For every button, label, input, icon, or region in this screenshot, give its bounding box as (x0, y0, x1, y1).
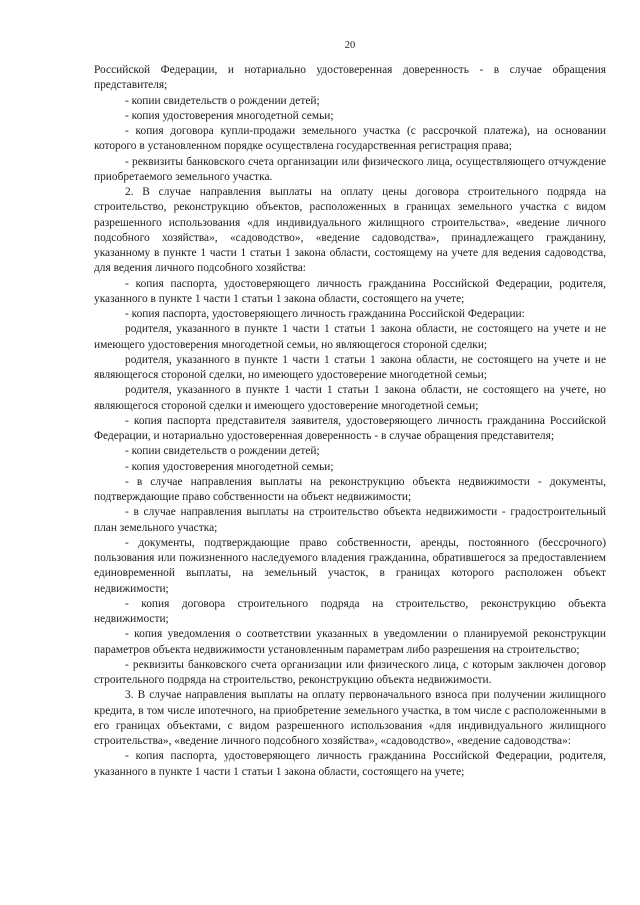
paragraph: родителя, указанного в пункте 1 части 1 статьи 1 закона области, не состоящего на учете, но являющегося стороной сделки и имеющего удостоверение многодетной семьи; (94, 384, 606, 412)
paragraph: 2. В случае направления выплаты на оплату цены договора строительного подряда на строительство, реконструкцию объектов, расположенных в границах земельного участка с видом разрешенного использования «для индивидуального жилищного строительства», «ведение личного подсобного хозяйства», «садоводство», «ведение садоводства», принадлежащего гражданину, указанному в пункте 1 части 1 статьи 1 закона области, состоящему на учете для ведения садоводства, для ведения личного подсобного хозяйства: (94, 186, 606, 275)
paragraph: - копия договора строительного подряда на строительство, реконструкцию объекта недвижимости; (94, 597, 606, 625)
paragraph: - копия договора купли-продажи земельного участка (с рассрочкой платежа), на основании которого в установленном порядке осуществлена государственная регистрация права; (94, 125, 606, 153)
paragraph: - в случае направления выплаты на реконструкцию объекта недвижимости - документы, подтверждающие право собственности на объект недвижимости; (94, 475, 606, 503)
paragraph: - копия паспорта, удостоверяющего личность гражданина Российской Федерации: (125, 308, 525, 320)
paragraph: родителя, указанного в пункте 1 части 1 статьи 1 закона области, не состоящего на учете и не имеющего удостоверения многодетной семьи, но являющегося стороной сделки; (94, 323, 606, 351)
paragraph: Российской Федерации, и нотариально удостоверенная доверенность - в случае обращения представителя; (94, 64, 606, 92)
paragraph: - копия удостоверения многодетной семьи; (125, 109, 334, 122)
paragraph: - копия удостоверения многодетной семьи; (125, 460, 334, 473)
paragraph: - копии свидетельств о рождении детей; (125, 445, 320, 458)
paragraph: - копия паспорта представителя заявителя, удостоверяющего личность гражданина Российской Федерации, и нотариально удостоверенная доверенность - в случае обращения представителя; (94, 414, 606, 442)
paragraph: - копия паспорта, удостоверяющего личность гражданина Российской Федерации, родителя, указанного в пункте 1 части 1 статьи 1 закона области, состоящего на учете; (94, 750, 606, 778)
paragraph: - документы, подтверждающие право собственности, аренды, постоянного (бессрочного) пользования или пожизненного наследуемого владения гражданина, обратившегося за предоставлением единовременной выплаты, на земельный участок, в границах которого расположен объект недвижимости; (94, 536, 606, 595)
document-body (94, 63, 606, 780)
paragraph: - реквизиты банковского счета организации или физического лица, с которым заключен договор строительного подряда на строительство, реконструкцию объекта недвижимости. (94, 658, 606, 686)
paragraph: 3. В случае направления выплаты на оплату первоначального взноса при получении жилищного кредита, в том числе ипотечного, на приобретение земельного участка, в том числе с расположенными в его границах объектами, с видом разрешенного использования «для индивидуального жилищного строительства», «ведение личного подсобного хозяйства», «садоводство», «ведение садоводства»: (94, 689, 606, 747)
paragraph: - в случае направления выплаты на строительство объекта недвижимости - градостроительный план земельного участка; (94, 506, 606, 534)
paragraph: - копии свидетельств о рождении детей; (125, 94, 320, 107)
paragraph: родителя, указанного в пункте 1 части 1 статьи 1 закона области, не состоящего на учете и не являющегося стороной сделки, но имеющего удостоверение многодетной семьи; (94, 353, 606, 381)
paragraph: - копия паспорта, удостоверяющего личность гражданина Российской Федерации, родителя, указанного в пункте 1 части 1 статьи 1 закона области, состоящего на учете; (94, 277, 606, 305)
paragraph: - реквизиты банковского счета организации или физического лица, осуществляющего отчуждение приобретаемого земельного участка. (94, 155, 606, 183)
page-number: 20 (344, 40, 356, 51)
paragraph: - копия уведомления о соответствии указанных в уведомлении о планируемой реконструкции параметров объекта недвижимости установленным параметрам либо разрешения на строительство; (94, 628, 606, 656)
